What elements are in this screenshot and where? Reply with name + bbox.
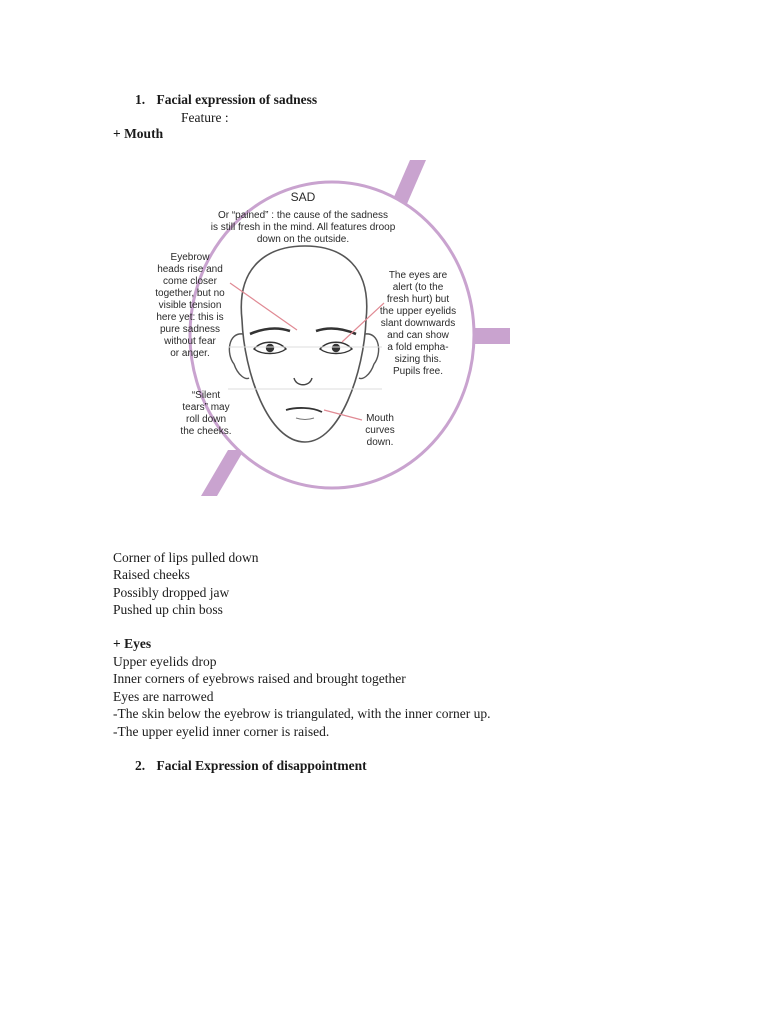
right-note-line: alert (to the (392, 282, 444, 293)
right-note-line: and can show (387, 330, 449, 341)
section-1-title: Facial expression of sadness (156, 92, 318, 107)
right-note-line: The eyes are (388, 270, 448, 281)
left-note-line: come closer (163, 276, 217, 287)
eyes-heading: + Eyes (113, 636, 152, 651)
eyes-item: Inner corners of eyebrows raised and brought together (113, 671, 406, 687)
eyes-item: -The upper eyelid inner corner is raised. (113, 723, 330, 739)
mouth-list (113, 549, 258, 619)
mouth-item: Possibly dropped jaw (113, 584, 230, 600)
right-note-line: a fold empha- (387, 342, 449, 353)
section-2-number: 2. (135, 758, 146, 773)
tears-note-line: “Silent (191, 390, 221, 401)
right-note-line: slant downwards (380, 318, 456, 329)
eyes-list (113, 653, 491, 740)
mouth-note-line: Mouth (366, 413, 394, 424)
tears-note-line: roll down (185, 414, 227, 425)
section-1-heading (135, 92, 317, 108)
right-pupil (332, 344, 340, 352)
eyes-item: -The skin below the eyebrow is triangulated, with the inner corner up. (113, 706, 491, 722)
accent-bar-right (472, 328, 510, 344)
left-note-line: visible tension (158, 300, 222, 311)
right-note-line: fresh hurt) but (386, 294, 450, 305)
mouth-item: Corner of lips pulled down (113, 550, 259, 565)
sad-face-diagram (100, 150, 520, 510)
eyes-item: Upper eyelids drop (113, 654, 217, 669)
right-note-line: the upper eyelids (379, 306, 457, 317)
section-2-heading (135, 758, 367, 774)
left-pupil (266, 344, 274, 352)
mouth-note-line: down. (366, 437, 394, 448)
mouth-heading: + Mouth (113, 126, 164, 141)
caption-line: Or “pained” : the cause of the sadness (217, 210, 389, 221)
tears-note-line: the cheeks. (180, 426, 232, 437)
caption-line: is still fresh in the mind. All features droop (210, 222, 396, 233)
accent-bar-bottom (201, 450, 244, 496)
left-note-line: Eyebrow (170, 252, 210, 263)
section-1-number: 1. (135, 92, 146, 107)
left-note-line: without fear (164, 336, 216, 347)
left-note-line: pure sadness (159, 324, 221, 335)
caption-line: down on the outside. (256, 234, 350, 245)
mouth-item: Pushed up chin boss (113, 602, 223, 618)
eyes-item: Eyes are narrowed (113, 688, 214, 704)
mouth-item: Raised cheeks (113, 567, 190, 583)
section-2-title: Facial Expression of disappointment (156, 758, 367, 773)
feature-label: Feature : (181, 110, 229, 125)
right-note-line: Pupils free. (392, 366, 444, 377)
left-note-line: or anger. (170, 348, 210, 359)
left-note-line: together, but no (155, 288, 225, 299)
mouth-note-line: curves (365, 425, 395, 436)
diagram-title: SAD (290, 190, 316, 204)
left-note-line: heads rise and (157, 264, 223, 275)
tears-note-line: tears” may (182, 402, 230, 413)
left-note-line: here yet: this is (156, 312, 224, 323)
right-note-line: sizing this. (394, 354, 442, 365)
sad-face-illustration (100, 150, 520, 510)
